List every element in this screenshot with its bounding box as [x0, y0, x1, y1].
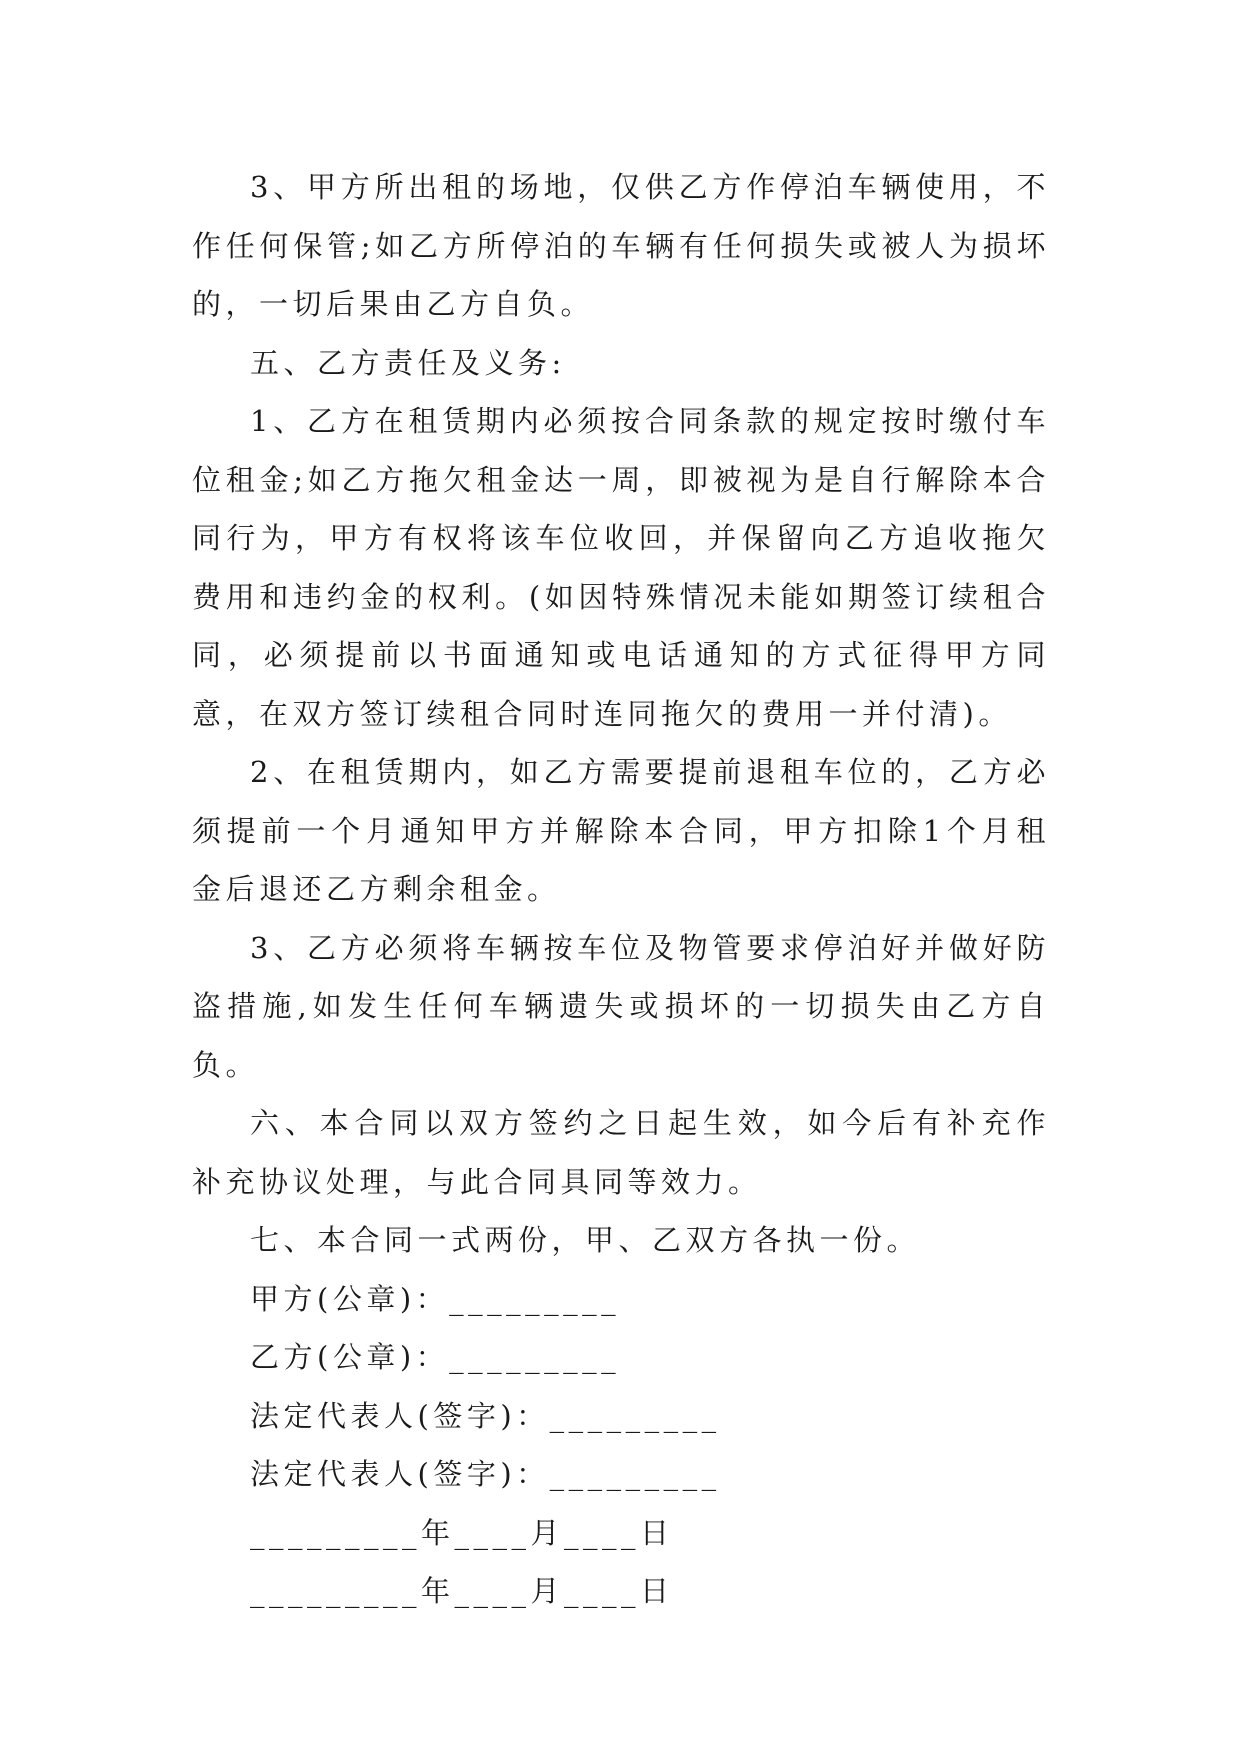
clause-party-a-3: 3、甲方所出租的场地，仅供乙方作停泊车辆使用，不作任何保管;如乙方所停泊的车辆有任何损失或被人为损坏的，一切后果由乙方自负。: [192, 170, 1050, 321]
signature-line-party-a-seal: 甲方(公章)：_________: [250, 1281, 621, 1316]
contract-page: [192, 158, 1050, 1621]
clause-party-b-3: 3、乙方必须将车辆按车位及物管要求停泊好并做好防盗措施,如发生任何车辆遗失或损坏的一切损失由乙方自负。: [192, 930, 1050, 1082]
clause-effective-date: 六、本合同以双方签约之日起生效，如今后有补充作补充协议处理，与此合同具同等效力。: [192, 1106, 1050, 1199]
clause-party-b-2: 2、在租赁期内，如乙方需要提前退租车位的，乙方必须提前一个月通知甲方并解除本合同，甲方扣除1个月租金后退还乙方剩余租金。: [192, 755, 1050, 906]
date-line-b: _________年____月____日: [250, 1574, 674, 1608]
date-line-a: _________年____月____日: [250, 1515, 674, 1550]
clause-party-b-1: 1、乙方在租赁期内必须按合同条款的规定按时缴付车位租金;如乙方拖欠租金达一周，即被视为是自行解除本合同行为，甲方有权将该车位收回，并保留向乙方追收拖欠费用和违约金的权利。(如因特殊情况未能如期签订续租合同，必须提前以书面通知或电话通知的方式征得甲方同意，在双方签订续租合同时连同拖欠的费用一并付清)。: [192, 404, 1050, 731]
signature-line-representative-b: 法定代表人(签字)：_________: [250, 1457, 721, 1491]
clause-copies: 七、本合同一式两份，甲、乙双方各执一份。: [250, 1223, 921, 1257]
signature-line-representative-a: 法定代表人(签字)：_________: [250, 1398, 721, 1433]
signature-line-party-b-seal: 乙方(公章)：_________: [250, 1340, 621, 1374]
section-heading-party-b-duties: 五、乙方责任及义务:: [250, 345, 566, 380]
